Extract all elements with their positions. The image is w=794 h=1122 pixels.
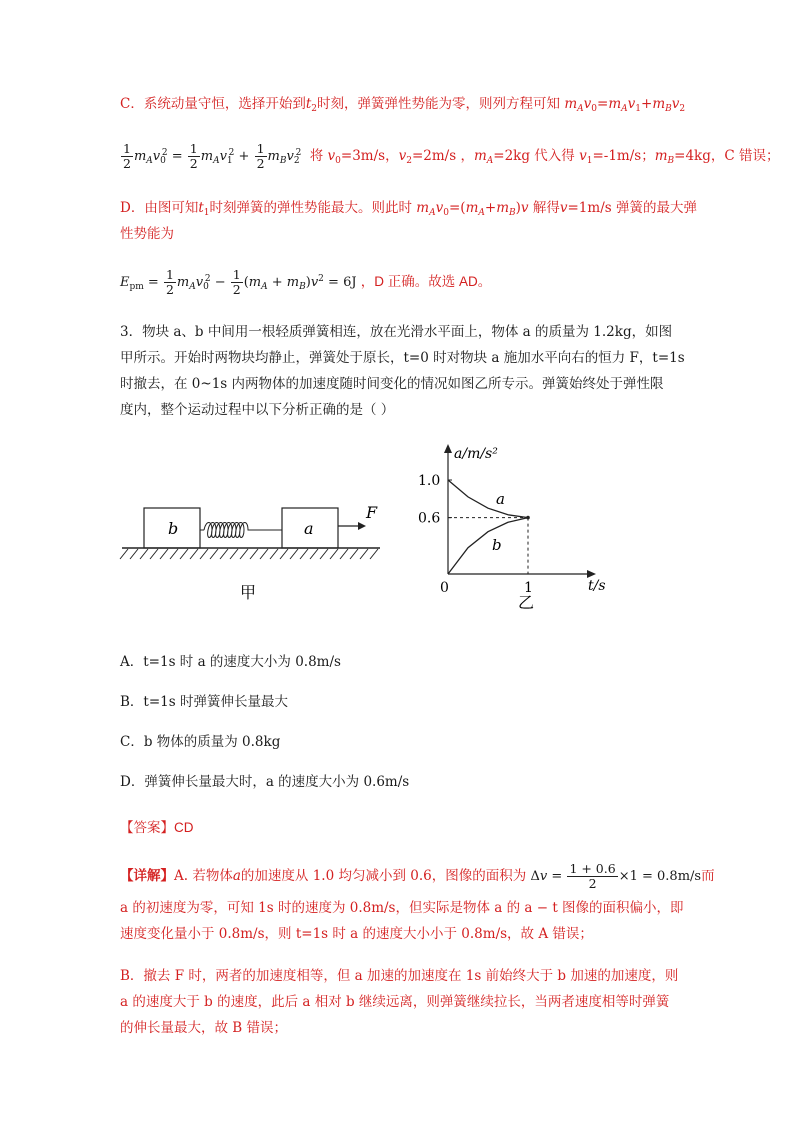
question-line1: 3．物块 a、b 中间用一根轻质弹簧相连，放在光滑水平面上，物体 a 的质量为 1.2kg，如图 — [120, 324, 673, 340]
y-axis-label: a/m/s² — [454, 446, 498, 462]
option-a: A．t=1s 时 a 的速度大小为 0.8m/s — [120, 654, 341, 670]
answer: 【答案】CD — [120, 820, 194, 835]
explanation-b-line1: B．撤去 F 时，两者的加速度相等，但 a 加速的加速度在 1s 前始终大于 b 加速的加速度，则 — [120, 968, 679, 984]
curve-b — [448, 518, 528, 574]
x-axis-arrow — [587, 570, 596, 578]
question-line3: 时撤去，在 0~1s 内两物体的加速度随时间变化的情况如图乙所专示。弹簧始终处于弹性限 — [120, 376, 664, 392]
force-arrow-head — [358, 522, 366, 530]
figure-jia-caption: 甲 — [240, 583, 257, 602]
figure-yi-caption: 乙 — [518, 593, 535, 610]
origin-label: 0 — [440, 580, 449, 596]
question-line4: 度内，整个运动过程中以下分析正确的是（ ） — [120, 402, 395, 418]
option-c: C．b 物体的质量为 0.8kg — [120, 734, 281, 750]
spring — [200, 523, 282, 538]
solution-d-equation-line: $E_{pm}$ = $\frac{1}{2}$ $m_Av_0^2$ − $\frac{1}{2}$ $(m_A + m_B)v^2 = 6J$ ，D 正确。故选 AD。 — [120, 267, 492, 297]
explanation-a-line3: 速度变化量小于 0.8m/s，则 t=1s 时 a 的速度大小小于 0.8m/s，故 A 错误； — [120, 926, 593, 942]
solution-d-line2: 性势能为 — [120, 226, 174, 242]
solution-c-line: C．系统动量守恒，选择开始到$t_2$时刻，弹簧弹性势能为零，则列方程可知 $m_Av_0=m_Av_1+m_Bv_2$ — [120, 96, 686, 114]
force-label: F — [366, 503, 378, 522]
x-tick-label-0: 1 — [524, 580, 533, 596]
ground-hatch — [120, 549, 378, 559]
figure-jia — [118, 490, 388, 610]
explanation-a-line1: 【详解】A. 若物体a的加速度从 1.0 均匀减小到 0.6，图像的面积为 Δv = $\frac{1 + 0.6}{2}$ ×1 = 0.8m/s而 — [120, 861, 715, 891]
option-d: D．弹簧伸长量最大时，a 的速度大小为 0.6m/s — [120, 774, 410, 790]
meeting-point — [526, 516, 530, 520]
explanation-b-line2: a 的速度大于 b 的速度，此后 a 相对 b 继续远离，则弹簧继续拉长，当两者速度相等时弹簧 — [120, 994, 670, 1010]
block-a-label: a — [304, 519, 314, 538]
explanation-b-line3: 的伸长量最大，故 B 错误； — [120, 1020, 288, 1036]
y-tick-label-1: 0.6 — [418, 510, 441, 527]
curve-b-label: b — [492, 536, 502, 554]
option-b: B．t=1s 时弹簧伸长量最大 — [120, 694, 288, 710]
curve-a-label: a — [496, 490, 505, 508]
solution-d-line1: D．由图可知$t_1$时刻弹簧的弹性势能最大。则此时 $m_Av_0=(m_A+m_B)v$ 解得v=1m/s 弹簧的最大弹 — [120, 200, 697, 218]
y-axis-arrow — [444, 444, 452, 453]
figure-yi-chart — [412, 438, 622, 610]
y-tick-label-0: 1.0 — [418, 473, 441, 489]
curve-a — [448, 480, 528, 518]
solution-c-equation-line: $\frac{1}{2}$ $m_Av_0^2$ = $\frac{1}{2}$ $m_Av_1^2$ + $\frac{1}{2}$ $m_Bv_2^2$ 将 $v_0=3m/s$，$v_2=2m/s$ ，$m_A=2kg$ 代入得 $v_1=-1m/s$；$m_B=4kg$，C 错误； — [123, 141, 780, 171]
question-line2: 甲所示。开始时两物块均静止，弹簧处于原长，t=0 时对物块 a 施加水平向右的恒力 F，t=1s — [120, 350, 685, 366]
block-b-label: b — [168, 519, 179, 538]
x-axis-label: t/s — [588, 578, 606, 594]
explanation-a-line2: a 的初速度为零，可知 1s 时的速度为 0.8m/s，但实际是物体 a 的 a − t 图像的面积偏小，即 — [120, 900, 684, 916]
